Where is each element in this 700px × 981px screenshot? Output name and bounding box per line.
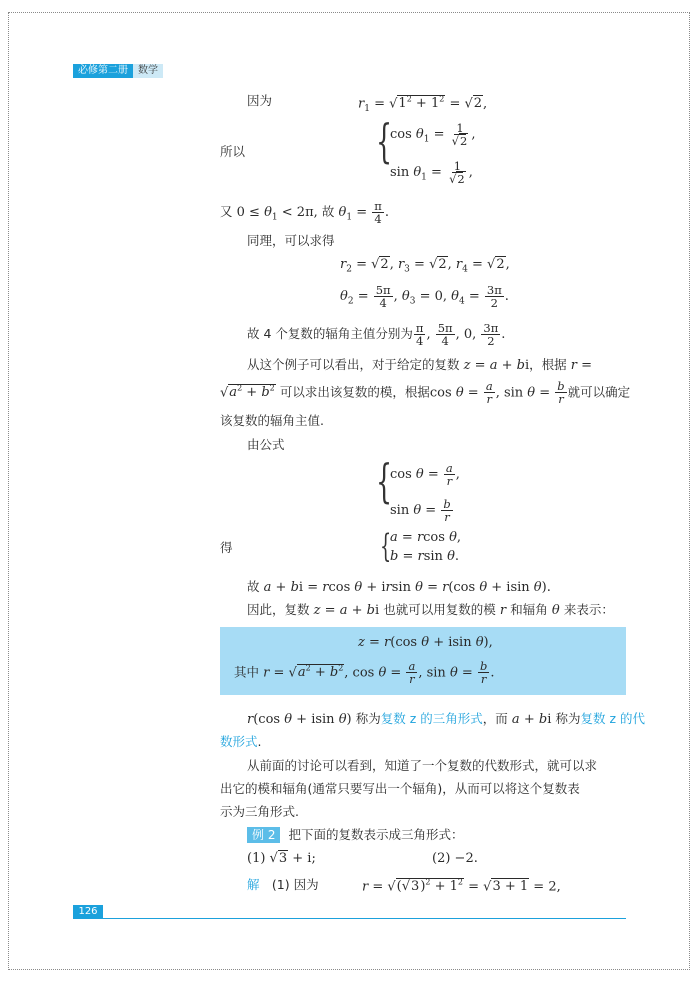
equation-theta1-range: 又 $0 \le \theta_1 < 2\pi$, 故 $\theta_1$ = $\frac{\pi}{4}$ .	[220, 199, 389, 226]
solution-label: 解	[247, 877, 260, 892]
paragraph-1-line-1: 从这个例子可以看出，对于给定的复数 z = a + bi，根据 r =	[247, 357, 593, 373]
equation-cos-theta: cos θ = $\frac{a}{r}$ ,	[390, 461, 460, 488]
text-from-formula: 由公式	[247, 437, 285, 452]
paragraph-3-line-1: 从前面的讨论可以看到，知道了一个复数的代数形式，就可以求	[247, 758, 598, 773]
text-similarly: 同理，可以求得	[247, 233, 335, 248]
equation-theta-values: $\theta_2$ = $\frac{5\pi}{4}$ , $\theta_3 = 0$, $\theta_4$ = $\frac{3\pi}{2}$ .	[340, 283, 509, 310]
text-therefore: 所以	[220, 144, 246, 159]
equation-r-values: $r_2 = √2$, $r_3 = √2$, $r_4 = √2$,	[340, 257, 510, 275]
brace-symbol: {	[380, 527, 392, 565]
paragraph-3-line-3: 示为三角形式.	[220, 804, 299, 819]
example-tag: 例 2	[247, 827, 280, 843]
example-2-heading: 例 2 把下面的复数表示成三角形式：	[247, 826, 463, 845]
book-title: 必修第二册	[73, 64, 133, 78]
equation-sin-theta: sin θ = $\frac{b}{r}$	[390, 497, 451, 524]
equation-trig-form: z = r(cos θ + isin θ),	[358, 635, 493, 650]
footer-rule	[103, 918, 626, 919]
equation-a: a = rcos θ,	[390, 530, 462, 545]
running-header	[73, 64, 163, 78]
page-footer	[73, 905, 626, 919]
page-number: 126	[73, 905, 103, 919]
paragraph-1-line-3: 该复数的辐角主值.	[220, 413, 324, 428]
brace-symbol: {	[376, 114, 393, 168]
paragraph-2-line-2: 数形式.	[220, 734, 262, 749]
equation-b: b = rsin θ.	[390, 549, 460, 564]
paragraph-2-line-1: r(cos θ + isin θ) 称为复数 z 的三角形式，而 a + bi 称为复数 z 的代	[247, 711, 646, 727]
text-principal-arguments: 故 4 个复数的辐角主值分别为 $\frac{\pi}{4}$ , $\frac{5\pi}{4}$ , 0, $\frac{3\pi}{2}$ .	[247, 321, 506, 348]
solution-line: 解 (1) 因为	[247, 877, 319, 892]
paragraph-3-line-2: 出它的模和辐角(通常只要写出一个辐角)，从而可以将这个复数表	[220, 781, 580, 796]
subject-label: 数学	[133, 64, 163, 78]
equation-derivation: 故 a + bi = rcos θ + irsin θ = r(cos θ + isin θ).	[247, 579, 551, 595]
brace-symbol: {	[376, 454, 393, 508]
equation-cos-theta1: $\cos \theta_1$ = $\frac{1}{√2}$ ,	[390, 121, 476, 148]
text-therefore-representation: 因此，复数 z = a + bi 也就可以用复数的模 r 和辐角 θ 来表示：	[247, 602, 614, 618]
equation-sin-theta1: $\sin \theta_1$ = $\frac{1}{√2}$ ,	[390, 159, 473, 186]
text-because: 因为	[247, 93, 273, 108]
text-obtain: 得	[220, 540, 233, 555]
term-trig-form: 复数 z 的三角形式	[380, 711, 483, 726]
example-item-2: (2) −2.	[432, 851, 478, 866]
equation-solution-r: $r = √(√3)^2 + 1^2 = √3 + 1 = 2$,	[362, 878, 561, 895]
equation-trig-form-definitions: 其中 $r = √a^2 + b^2$, cos θ = $\frac{a}{r}$ , sin θ = $\frac{b}{r}$ .	[234, 659, 495, 687]
equation-r1: $r_1 = √1^2 + 1^2 = √2$,	[358, 95, 488, 114]
term-algebraic-form: 复数 z 的代	[580, 711, 646, 726]
example-item-1: (1) √3 + i;	[247, 851, 316, 866]
paragraph-1-line-2: $√a^2 + b^2$ 可以求出该复数的模，根据cos θ = $\frac{a}{r}$ , sin θ = $\frac{b}{r}$ 就可以确定	[220, 379, 631, 407]
